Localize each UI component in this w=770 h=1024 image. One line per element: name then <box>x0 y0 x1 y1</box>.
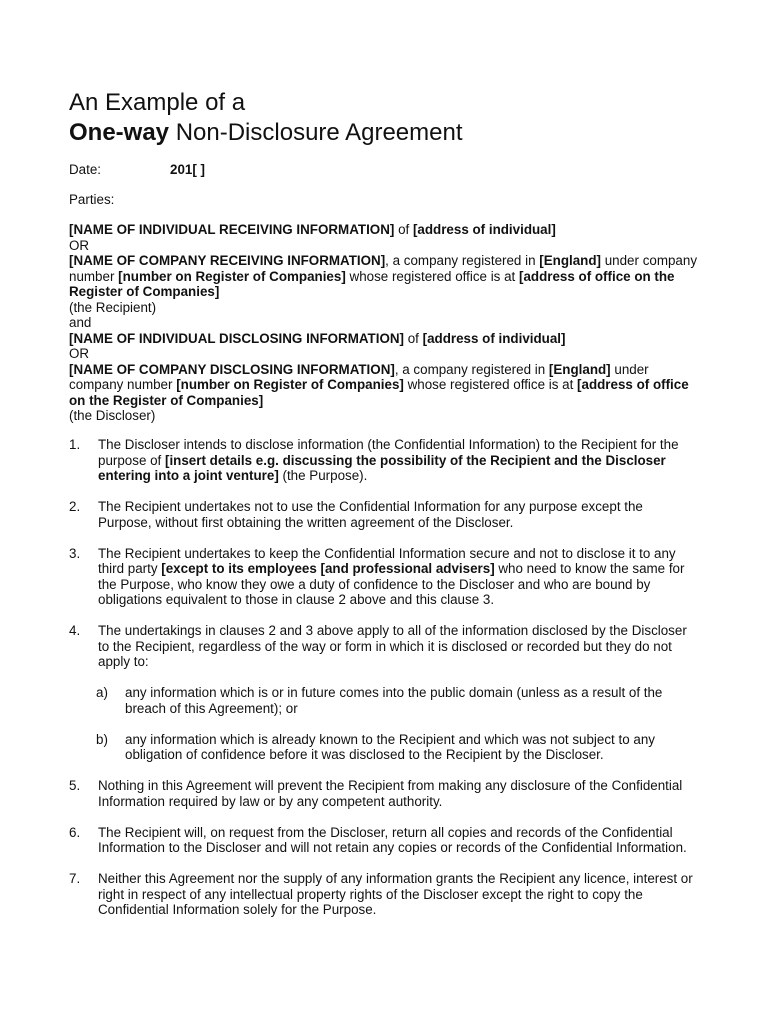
clause-4a <box>69 685 699 716</box>
clause-bold-text: [insert details e.g. discussing the possibility of the Recipient and the Discloser entering into a joint venture] <box>98 452 666 483</box>
document-title <box>69 88 463 148</box>
recipient-company-text-2: under company number <box>69 253 698 284</box>
clause-number: 2. <box>69 499 81 514</box>
discloser-company <box>69 362 699 409</box>
date-row <box>69 162 205 178</box>
clause-number: 3. <box>69 545 81 561</box>
clause-text: The Recipient undertakes to keep the Confidential Information secure and not to disclose it to any third party <box>98 545 676 576</box>
clause-text: who need to know the same for the Purpose, who know they owe a duty of confidence to the Discloser and who are bound by obligations equivalent to those in clause 2 above and this clause 3. <box>98 561 685 607</box>
subclause-letter: b) <box>96 731 108 747</box>
recipient-company-country: [England] <box>539 253 601 268</box>
discloser-company-text-2: under company number <box>69 361 649 392</box>
discloser-company-number: [number on Register of Companies] <box>176 377 404 392</box>
clause-number: 4. <box>69 623 81 638</box>
recipient-company-text-3: whose registered office is at <box>345 268 519 284</box>
parties-label: Parties: <box>69 192 115 207</box>
parties-block <box>69 222 699 424</box>
clause-5 <box>69 778 699 809</box>
recipient-individual <box>69 222 699 238</box>
title-bold-word: One-way <box>69 119 170 146</box>
discloser-company-country: [England] <box>548 361 611 377</box>
clause-text: The Recipient will, on request from the Discloser, return all copies and records of the Confidential Information to the Discloser and will not retain any copies or records of the Confidential Information. <box>98 824 687 855</box>
clause-number: 1. <box>69 437 81 452</box>
title-line-1: An Example of a <box>69 89 246 116</box>
clause-text: The Discloser intends to disclose information (the Confidential Information) to the Recipient for the purpose of <box>98 437 679 468</box>
of-text: of <box>404 330 423 346</box>
or-separator: OR <box>69 346 90 361</box>
discloser-company-office: [address of office on the Register of Companies] <box>69 377 689 408</box>
clause-6 <box>69 825 699 856</box>
clause-4 <box>69 623 699 670</box>
discloser-individual-address: [address of individual] <box>422 330 566 346</box>
recipient-individual-address: [address of individual] <box>412 222 556 237</box>
discloser-company-text-1: , a company registered in <box>394 361 549 377</box>
clause-text: Nothing in this Agreement will prevent the Recipient from making any disclosure of the Confidential Information required by law or by any competent authority. <box>98 778 683 809</box>
clause-text: The undertakings in clauses 2 and 3 above apply to all of the information disclosed by the Discloser to the Recipient, regardless of the way or form in which it is disclosed or recorded but they do not apply to: <box>98 623 687 669</box>
recipient-label: (the Recipient) <box>69 299 157 315</box>
subclause-text: any information which is or in future comes into the public domain (unless as a result of the breach of this Agreement); or <box>125 685 663 716</box>
date-label: Date: <box>69 162 102 177</box>
clause-3 <box>69 546 699 608</box>
or-separator: OR <box>69 237 90 253</box>
clause-1 <box>69 437 699 484</box>
clause-text: Neither this Agreement nor the supply of any information grants the Recipient any licence, interest or right in respect of any intellectual property rights of the Discloser except the right to copy the Confidential Information solely for the Purpose. <box>98 871 693 917</box>
of-text: of <box>394 222 413 237</box>
title-line-2 <box>69 118 463 148</box>
recipient-company-number: [number on Register of Companies] <box>118 268 346 284</box>
clause-text: The Recipient undertakes not to use the Confidential Information for any purpose except the Purpose, without first obtaining the written agreement of the Discloser. <box>98 499 643 530</box>
discloser-individual-name: [NAME OF INDIVIDUAL DISCLOSING INFORMATION] <box>69 330 405 346</box>
discloser-label: (the Discloser) <box>69 408 156 423</box>
discloser-company-name: [NAME OF COMPANY DISCLOSING INFORMATION] <box>69 361 395 377</box>
and-separator: and <box>69 315 92 330</box>
clause-bold-text: [except to its employees [and professional advisers] <box>161 561 495 576</box>
date-value: 201[ ] <box>170 162 205 177</box>
clause-4b <box>69 732 699 763</box>
clause-2 <box>69 499 699 530</box>
clause-7 <box>69 871 699 918</box>
clause-number: 7. <box>69 871 81 886</box>
subclause-text: any information which is already known to the Recipient and which was not subject to any obligation of confidence before it was disclosed to the Recipient by the Discloser. <box>125 731 655 762</box>
title-rest: Non-Disclosure Agreement <box>169 119 463 146</box>
recipient-company-text-1: , a company registered in <box>385 253 540 268</box>
recipient-company-name: [NAME OF COMPANY RECEIVING INFORMATION] <box>69 253 386 268</box>
subclause-letter: a) <box>96 685 108 700</box>
clause-number: 5. <box>69 778 81 793</box>
clauses-list <box>69 437 699 933</box>
discloser-individual <box>69 331 699 347</box>
clause-number: 6. <box>69 824 81 840</box>
recipient-company <box>69 253 699 300</box>
clause-text: (the Purpose). <box>278 468 368 483</box>
recipient-company-office: [address of office on the Register of Companies] <box>69 268 675 299</box>
discloser-company-text-3: whose registered office is at <box>403 377 578 392</box>
recipient-individual-name: [NAME OF INDIVIDUAL RECEIVING INFORMATION] <box>69 222 395 237</box>
